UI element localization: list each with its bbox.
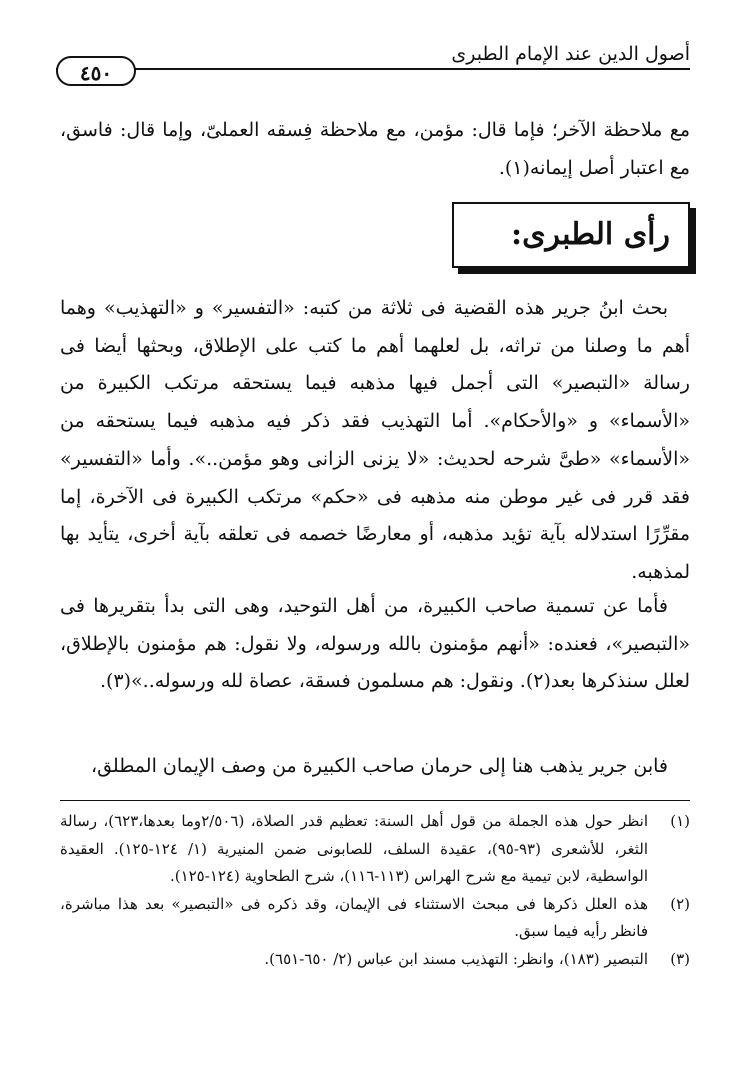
footnote-text: هذه العلل ذكرها فى مبحث الاستثناء فى الإيمان، وقد ذكره فى «التبصير» بعد هذا مباشرة، فانظر رأيه فيما سبق. (60, 894, 648, 940)
paragraph-conclusion: فابن جرير يذهب هنا إلى حرمان صاحب الكبيرة من وصف الإيمان المطلق، (90, 755, 668, 777)
header-rule (56, 68, 690, 70)
footnote (60, 946, 690, 974)
section-heading: رأى الطبرى: (452, 202, 690, 268)
intro-paragraph: مع ملاحظة الآخر؛ فإما قال: مؤمن، مع ملاحظة فِسقه العملىّ، وإما قال: فاسق، مع اعتبار أصل إيمانه(١). (60, 119, 690, 179)
footnotes (60, 808, 690, 973)
paragraph-naming: فأما عن تسمية صاحب الكبيرة، من أهل التوحيد، وهى التى بدأ بتقريرها فى «التبصير»، فعنده: «أنهم مؤمنون بالله ورسوله، ولا نقول: هم مؤمنون بالإطلاق، لعلل سنذكرها بعد(٢). ونقول: هم مسلمون فسقة، عصاة لله ورسوله..»(٣). (60, 595, 690, 693)
footnote (60, 891, 690, 946)
footnote-text: التبصير (١٨٣)، وانظر: التهذيب مسند ابن عباس (٢/ ٦٥٠-٦٥١). (264, 949, 648, 968)
footnote-number: (٢) (670, 894, 690, 913)
running-title: أصول الدين عند الإمام الطبرى (451, 43, 690, 65)
footnote-rule (60, 800, 690, 801)
paragraph-tabari-works: بحث ابنُ جرير هذه القضية فى ثلاثة من كتبه: «التفسير» و «التهذيب» وهما أهم ما وصلنا من تراثه، بل لعلهما أهم ما كتب على الإطلاق، وبحثها أيضا فى رسالة «التبصير» التى أجمل فيها مذهبه فيما يستحقه مرتكب الكبيرة من «الأسماء» و «والأحكام». أما التهذيب فقد ذكر فيه مذهبه فيما يستحقه من «الأسماء» «طىَّ شرحه لحديث: «لا يزنى الزانى وهو مؤمن..». وأما «التفسير» فقد قرر فى غير موطن منه مذهبه فى «حكم» مرتكب الكبيرة فى الآخرة، إما مقرِّرًا استدلاله بآية تؤيد مذهبه، أو معارضًا خصمه فى تعلقه بآية أخرى، يتأيد بها لمذهبه. (60, 297, 690, 583)
footnote-text: انظر حول هذه الجملة من قول أهل السنة: تعظيم قدر الصلاة، (٢/٥٠٦وما بعدها،٦٢٣)، رسالة الثغر، للأشعرى (٩٣-٩٥)، عقيدة السلف، للصابونى ضمن المنيرية (١/ ١٢٤-١٢٥). العقيدة الواسطية، لابن تيمية مع شرح الهراس (١١٣-١١٦)، شرح الطحاوية (١٢٤-١٢٥). (60, 812, 648, 885)
footnote (60, 808, 690, 891)
footnote-number: (٣) (670, 949, 690, 968)
footnote-number: (١) (670, 812, 690, 830)
page-number: ٤٥٠ (56, 56, 136, 86)
